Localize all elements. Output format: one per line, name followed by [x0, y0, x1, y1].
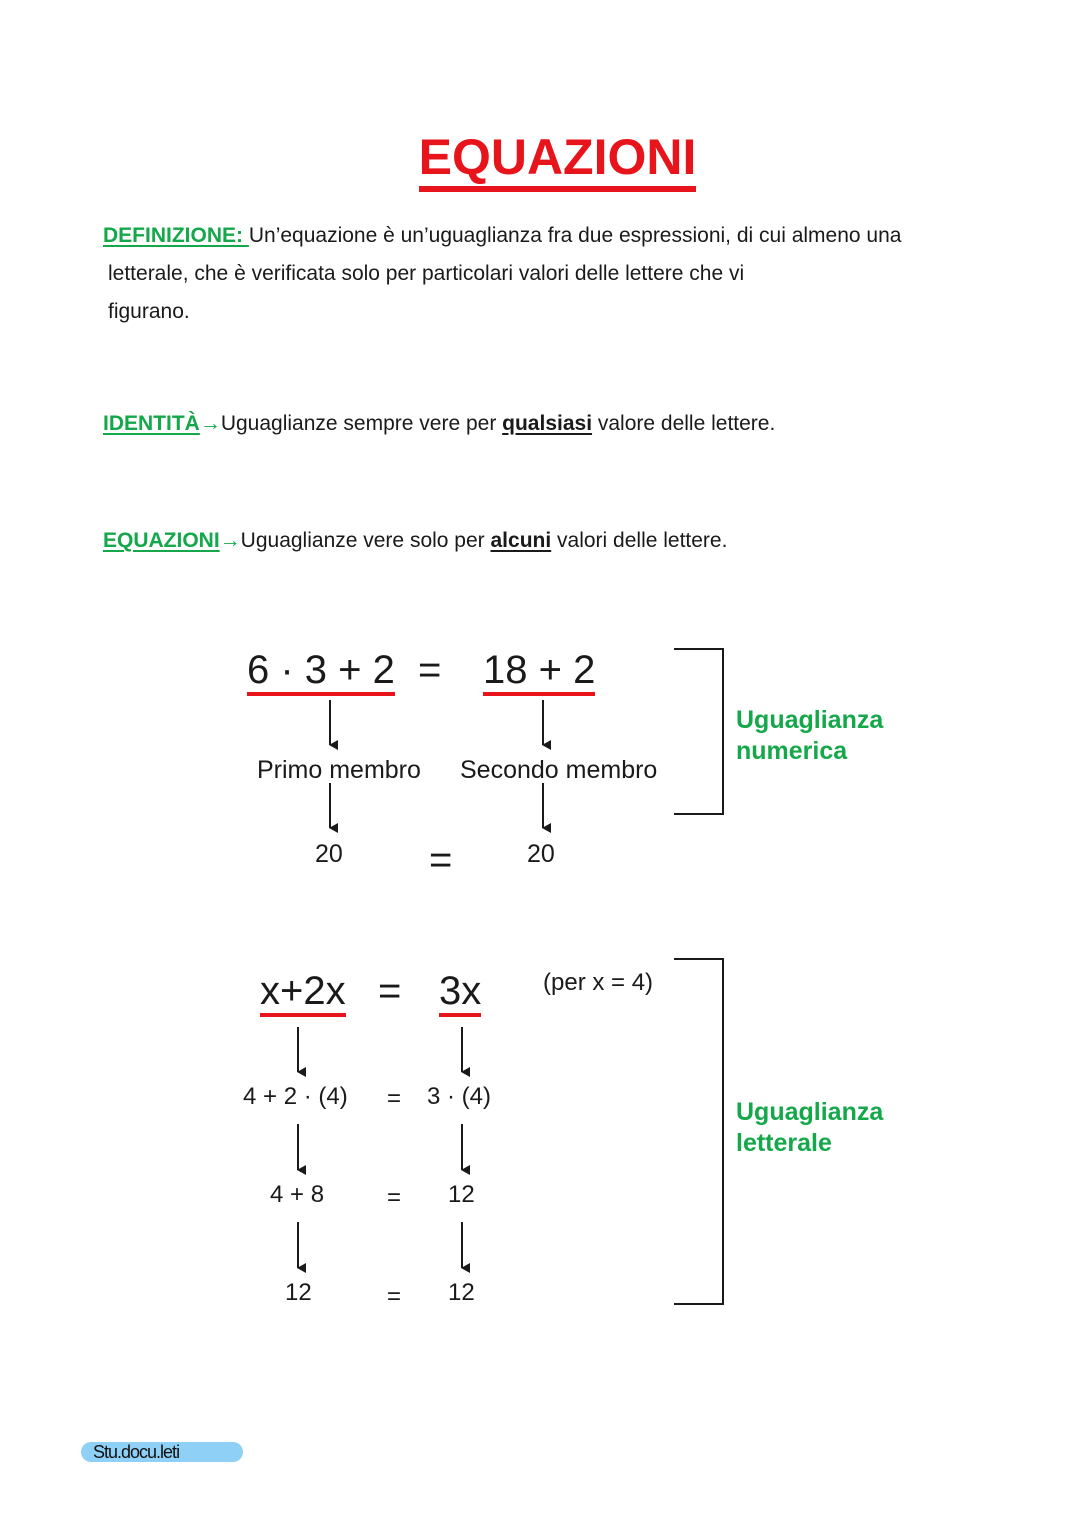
page-title: EQUAZIONI — [0, 128, 1080, 192]
identita-emphasis: qualsiasi — [502, 412, 593, 435]
numeric-left-expr: 6 · 3 + 2 — [247, 648, 395, 696]
identita-line: IDENTITÀ→Uguaglianze sempre vere per qualsiasi valore delle lettere. — [103, 412, 776, 435]
definition-line-3: figurano. — [108, 300, 190, 323]
literal-step-3-right: 12 — [448, 1279, 475, 1306]
numeric-equals: = — [418, 648, 442, 692]
equazioni-line: EQUAZIONI→Uguaglianze vere solo per alcuni valori delle lettere. — [103, 529, 728, 552]
numeric-right-expr: 18 + 2 — [483, 648, 595, 696]
literal-step-2-right: 12 — [448, 1181, 475, 1208]
equazioni-emphasis: alcuni — [490, 529, 552, 552]
literal-step-2-eq: = — [387, 1184, 402, 1211]
literal-side-label: Uguaglianza letterale — [736, 1098, 884, 1157]
equazioni-label: EQUAZIONI — [103, 529, 220, 552]
identita-label: IDENTITÀ — [103, 412, 200, 435]
definition-line-1: DEFINIZIONE: Un’equazione è un’uguaglianza fra due espressioni, di cui almeno una — [103, 224, 902, 247]
definition-label: DEFINIZIONE: — [103, 224, 249, 247]
numeric-right-result: 20 — [527, 840, 555, 868]
literal-step-1-left: 4 + 2 · (4) — [243, 1083, 348, 1110]
arrow-right-icon: → — [199, 412, 221, 435]
literal-step-1-right: 3 · (4) — [427, 1083, 492, 1110]
literal-right-expr: 3x — [439, 969, 481, 1017]
primo-membro-label: Primo membro — [257, 756, 421, 784]
arrow-right-icon: → — [219, 529, 241, 552]
numeric-mid-equals: = — [429, 838, 453, 882]
definition-line-2: letterale, che è verificata solo per particolari valori delle lettere che vi — [108, 262, 745, 285]
secondo-membro-label: Secondo membro — [460, 756, 658, 784]
literal-left-expr: x+2x — [260, 969, 346, 1017]
literal-equals: = — [378, 969, 402, 1013]
literal-condition: (per x = 4) — [543, 969, 654, 996]
literal-step-3-left: 12 — [285, 1279, 312, 1306]
watermark-logo: Stu.docu.leti — [81, 1442, 243, 1462]
numeric-left-result: 20 — [315, 840, 343, 868]
numeric-side-label: Uguaglianza numerica — [736, 706, 884, 765]
literal-step-2-left: 4 + 8 — [270, 1181, 325, 1208]
literal-step-1-eq: = — [387, 1085, 402, 1112]
literal-step-3-eq: = — [387, 1283, 402, 1310]
